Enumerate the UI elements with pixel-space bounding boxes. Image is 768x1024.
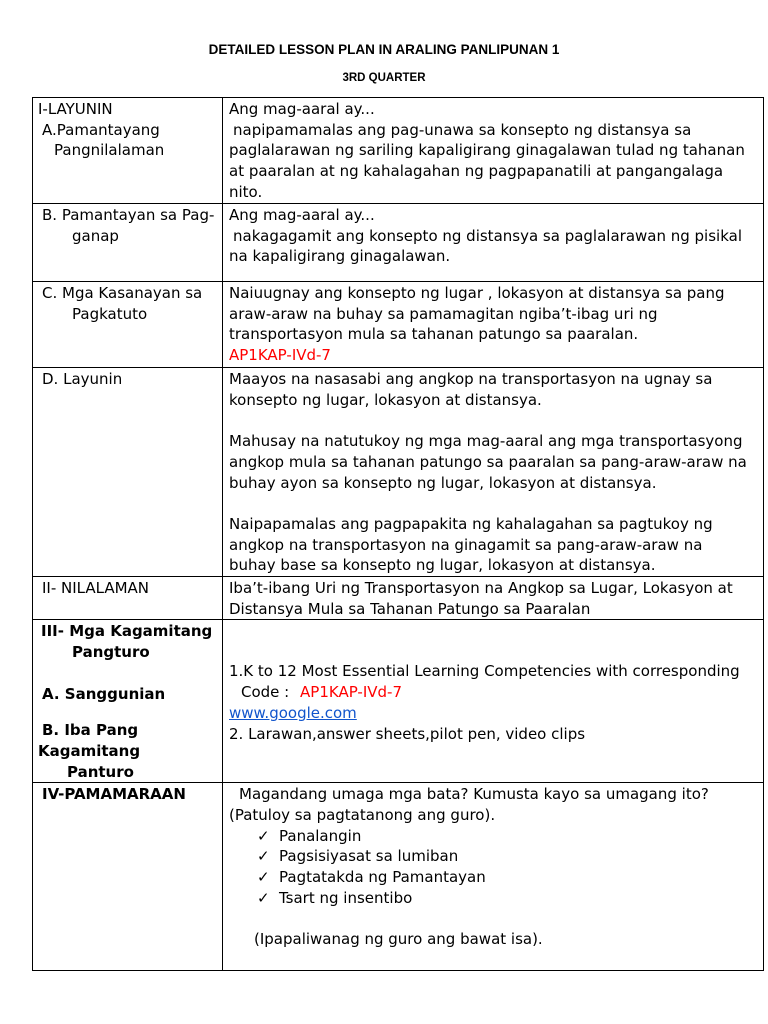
content-line: araw-araw na buhay sa pamamagitan ngiba’t-ibag uri ng bbox=[229, 304, 658, 323]
content-line: Ang mag-aaral ay... bbox=[229, 100, 375, 118]
content-line: angkop na transportasyon na ginagamit sa pang-araw-araw na bbox=[229, 535, 703, 554]
row-content-cell bbox=[223, 783, 764, 971]
row-label-line: III- Mga Kagamitang bbox=[41, 622, 213, 641]
content-line: buhay base sa konsepto ng lugar, lokasyon at distansya. bbox=[229, 556, 656, 575]
row-label-cell bbox=[33, 282, 223, 368]
row-label-line: B. Pamantayan sa Pag- bbox=[42, 206, 215, 224]
document-subtitle: 3RD QUARTER bbox=[342, 72, 426, 84]
row-label-line: Pangnilalaman bbox=[54, 141, 165, 160]
content-line: at paaralan at ng kahalagahan ng pagpapanatili at pangangalaga bbox=[229, 162, 724, 181]
row-label-cell bbox=[33, 204, 223, 282]
table-row bbox=[33, 620, 764, 783]
row-label-line: D. Layunin bbox=[42, 370, 123, 388]
content-line: Ang mag-aaral ay... bbox=[229, 206, 375, 224]
row-label-line: I-LAYUNIN bbox=[38, 100, 113, 118]
content-line bbox=[229, 682, 759, 703]
row-content-cell bbox=[223, 620, 764, 783]
content-line: Mahusay na natutukoy ng mga mag-aaral ang mga transportasyong bbox=[229, 432, 743, 451]
check-icon: ✓ bbox=[257, 826, 270, 845]
content-line: Distansya Mula sa Tahanan Patungo sa Paaralan bbox=[229, 599, 591, 618]
table-row bbox=[33, 368, 764, 577]
content-line: angkop mula sa tahanan patungo sa paaralan sa pang-araw-araw na bbox=[229, 452, 747, 471]
row-content-cell bbox=[223, 368, 764, 577]
list-item: ✓ Pagtatakda ng Pamantayan bbox=[257, 868, 486, 887]
list-item: ✓ Tsart ng insentibo bbox=[257, 888, 413, 907]
row-label-line: Pangturo bbox=[72, 643, 150, 662]
content-line: Iba’t-ibang Uri ng Transportasyon na Angkop sa Lugar, Lokasyon at bbox=[229, 579, 733, 597]
table-row bbox=[33, 204, 764, 282]
content-line: Naipapamalas ang pagpapakita ng kahalagahan sa pagtukoy ng bbox=[229, 514, 713, 533]
document-title: DETAILED LESSON PLAN IN ARALING PANLIPUNAN 1 bbox=[208, 42, 560, 57]
content-line: napipamamalas ang pag-unawa sa konsepto ng distansya sa bbox=[233, 120, 692, 139]
content-line: na kapaligirang ginagalawan. bbox=[229, 247, 451, 266]
content-line: 1.K to 12 Most Essential Learning Competencies with corresponding bbox=[229, 662, 740, 681]
row-label-line: Kagamitang bbox=[38, 741, 141, 760]
reference-link[interactable]: www.google.com bbox=[229, 703, 357, 722]
content-line: Naiuugnay ang konsepto ng lugar , lokasyon at distansya sa pang bbox=[229, 284, 725, 302]
row-label-cell bbox=[33, 620, 223, 783]
competency-code: AP1KAP-IVd-7 bbox=[300, 683, 402, 702]
row-label-cell bbox=[33, 98, 223, 204]
row-label-line: A. Sanggunian bbox=[42, 684, 166, 703]
check-icon: ✓ bbox=[257, 868, 270, 887]
content-line: konsepto ng lugar, lokasyon at distansya. bbox=[229, 390, 542, 409]
row-label-cell bbox=[33, 783, 223, 971]
row-label-line: Pagkatuto bbox=[72, 304, 148, 323]
content-line: transportasyon mula sa tahanan patungo sa paaralan. bbox=[229, 325, 639, 344]
row-label-line: IV-PAMAMARAAN bbox=[42, 785, 186, 804]
row-content-cell bbox=[223, 98, 764, 204]
content-line: nakagagamit ang konsepto ng distansya sa paglalarawan ng pisikal bbox=[233, 226, 742, 245]
row-label-line: C. Mga Kasanayan sa bbox=[42, 284, 203, 302]
lesson-plan-table bbox=[32, 97, 764, 971]
content-line: paglalarawan ng sariling kapaligirang ginagalawan tulad ng tahanan bbox=[229, 141, 745, 160]
row-label-line: B. Iba Pang bbox=[42, 721, 139, 740]
row-label-line: A.Pamantayang bbox=[42, 120, 160, 139]
row-label-line: II- NILALAMAN bbox=[42, 579, 150, 597]
row-label-cell bbox=[33, 368, 223, 577]
table-row bbox=[33, 282, 764, 368]
table-row bbox=[33, 783, 764, 971]
content-line: Maayos na nasasabi ang angkop na transportasyon na ugnay sa bbox=[229, 370, 713, 388]
content-line: 2. Larawan,answer sheets,pilot pen, video clips bbox=[229, 724, 586, 743]
content-line: nito. bbox=[229, 182, 263, 201]
list-item: ✓ Pagsisiyasat sa lumiban bbox=[257, 847, 459, 866]
content-line: buhay ayon sa konsepto ng lugar, lokasyon at distansya. bbox=[229, 473, 657, 492]
row-label-cell bbox=[33, 577, 223, 620]
check-icon: ✓ bbox=[257, 888, 270, 907]
content-line: (Patuloy sa pagtatanong ang guro). bbox=[229, 806, 496, 825]
row-label-line: Panturo bbox=[67, 762, 134, 781]
code-label: Code : bbox=[241, 683, 290, 702]
row-content-cell bbox=[223, 577, 764, 620]
content-line: (Ipapaliwanag ng guro ang bawat isa). bbox=[254, 930, 543, 949]
row-label-line: ganap bbox=[72, 226, 119, 245]
row-content-cell bbox=[223, 282, 764, 368]
check-icon: ✓ bbox=[257, 847, 270, 866]
list-item: ✓ Panalangin bbox=[257, 826, 362, 845]
table-row bbox=[33, 98, 764, 204]
row-content-cell bbox=[223, 204, 764, 282]
table-row bbox=[33, 577, 764, 620]
content-line: Magandang umaga mga bata? Kumusta kayo sa umagang ito? bbox=[239, 785, 709, 804]
competency-code: AP1KAP-IVd-7 bbox=[229, 346, 331, 365]
activity-checklist bbox=[229, 826, 759, 909]
